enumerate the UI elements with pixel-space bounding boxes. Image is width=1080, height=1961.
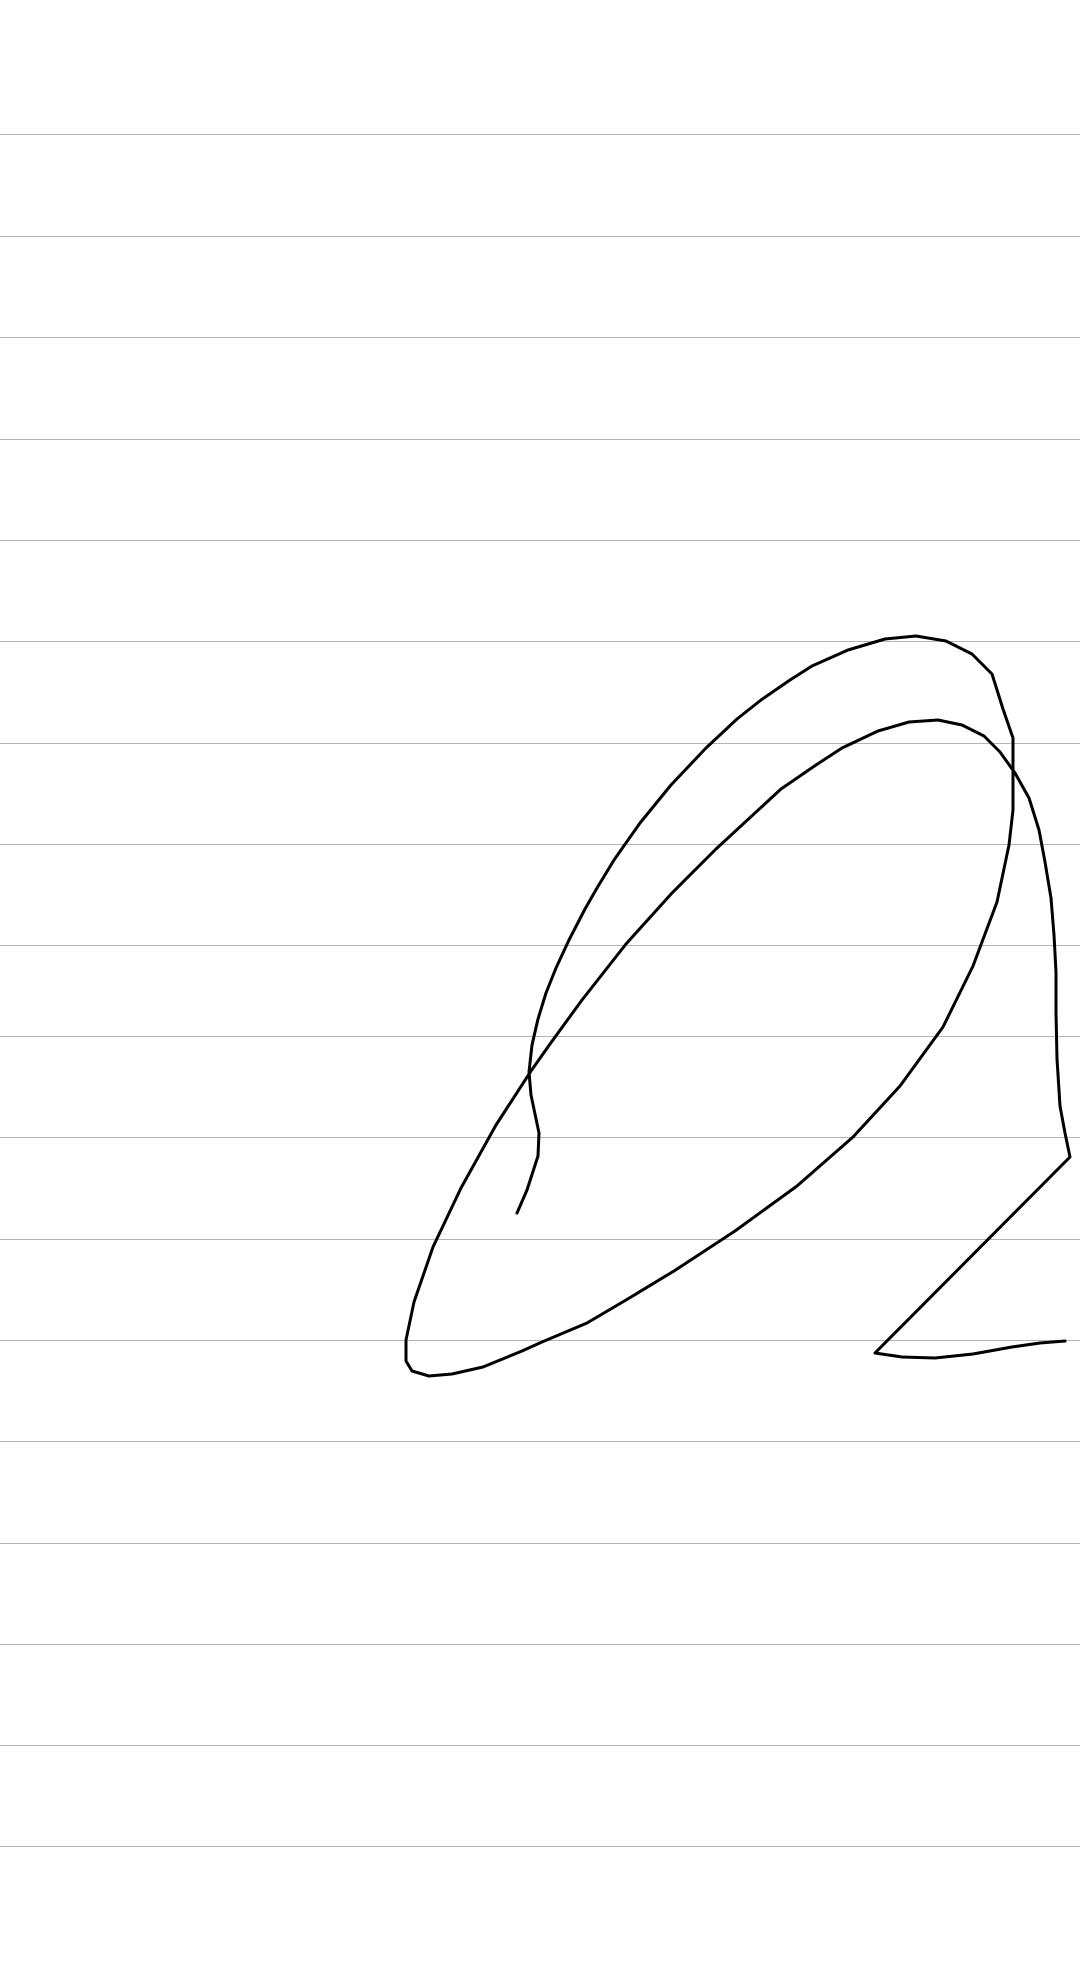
handwritten-stroke [406, 636, 1070, 1376]
